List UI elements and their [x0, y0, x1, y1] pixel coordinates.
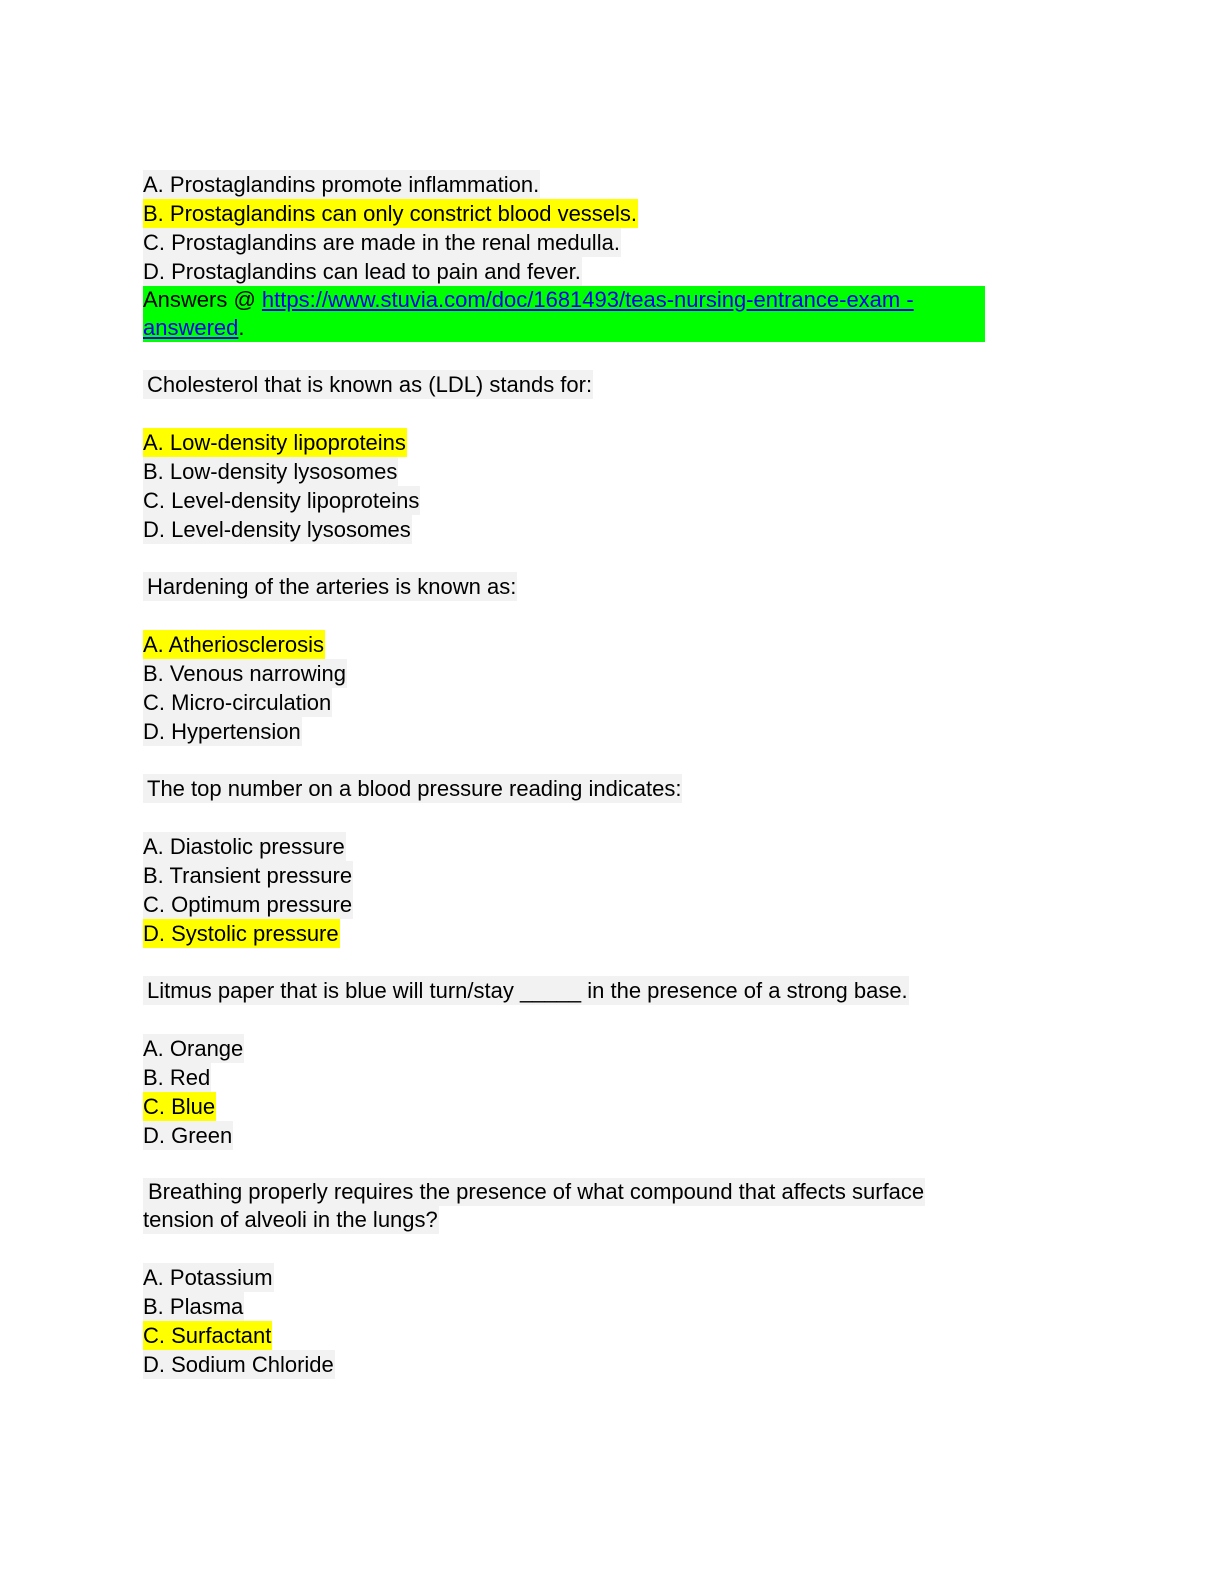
question-text: Litmus paper that is blue will turn/stay _____ in the presence of a strong base.: [143, 976, 909, 1005]
option-line: [143, 1034, 1003, 1063]
question-1: [143, 370, 1003, 399]
option-a: A. Diastolic pressure: [143, 834, 345, 859]
option-d: D. Hypertension: [143, 719, 301, 744]
option-line: [143, 1321, 1003, 1350]
question-text: Cholesterol that is known as (LDL) stands for:: [143, 370, 593, 399]
question-1-options: [143, 428, 1003, 544]
option-b: B. Plasma: [143, 1294, 244, 1319]
option-line: [143, 1092, 1003, 1121]
option-line: [143, 919, 1003, 948]
option-line: [143, 659, 1003, 688]
option-line: [143, 717, 1003, 746]
option-line: [143, 228, 1003, 257]
question-2-options: [143, 630, 1003, 746]
option-a: A. Potassium: [143, 1265, 273, 1290]
question-3: [143, 774, 1003, 803]
option-c: C. Optimum pressure: [143, 892, 353, 917]
option-b-correct: B. Prostaglandins can only constrict blood vessels.: [143, 201, 638, 226]
option-line: [143, 630, 1003, 659]
option-line: [143, 861, 1003, 890]
answers-link-continued[interactable]: answered: [143, 315, 239, 340]
option-a-correct: A. Atheriosclerosis: [143, 632, 324, 657]
option-d-correct: D. Systolic pressure: [143, 921, 339, 946]
option-d: D. Level-density lysosomes: [143, 517, 411, 542]
answers-note: [143, 286, 1003, 342]
option-b: B. Low-density lysosomes: [143, 459, 398, 484]
option-d: D. Prostaglandins can lead to pain and fever.: [143, 259, 581, 284]
option-line: [143, 428, 1003, 457]
option-line: [143, 457, 1003, 486]
question-0-options: [143, 170, 1003, 286]
option-b: B. Venous narrowing: [143, 661, 347, 686]
option-line: [143, 832, 1003, 861]
option-line: [143, 257, 1003, 286]
option-line: [143, 1063, 1003, 1092]
option-c: C. Level-density lipoproteins: [143, 488, 420, 513]
option-line: [143, 688, 1003, 717]
question-4: [143, 976, 1003, 1005]
option-b: B. Red: [143, 1065, 211, 1090]
option-a-correct: A. Low-density lipoproteins: [143, 430, 406, 455]
question-5: [143, 1178, 1003, 1234]
question-text-line-1: Breathing properly requires the presence of what compound that affects surface: [143, 1178, 925, 1206]
answers-highlight: [143, 286, 985, 342]
option-b: B. Transient pressure: [143, 863, 353, 888]
answers-link[interactable]: https://www.stuvia.com/doc/1681493/teas-nursing-entrance-exam -: [261, 287, 914, 312]
question-text: Hardening of the arteries is known as:: [143, 572, 517, 601]
option-line: [143, 515, 1003, 544]
question-5-options: [143, 1263, 1003, 1379]
option-d: D. Green: [143, 1123, 233, 1148]
answers-suffix: .: [238, 315, 245, 340]
option-line: [143, 199, 1003, 228]
option-line: [143, 1121, 1003, 1150]
option-line: [143, 486, 1003, 515]
option-c: C. Micro-circulation: [143, 690, 332, 715]
question-text-line-2: tension of alveoli in the lungs?: [143, 1207, 438, 1232]
option-c: C. Prostaglandins are made in the renal medulla.: [143, 230, 620, 255]
answers-prefix: Answers @: [143, 287, 262, 312]
option-line: [143, 1350, 1003, 1379]
option-line: [143, 170, 1003, 199]
question-3-options: [143, 832, 1003, 948]
question-2: [143, 572, 1003, 601]
option-line: [143, 1263, 1003, 1292]
option-d: D. Sodium Chloride: [143, 1352, 334, 1377]
option-a: A. Orange: [143, 1036, 244, 1061]
question-4-options: [143, 1034, 1003, 1150]
question-text: The top number on a blood pressure reading indicates:: [143, 774, 682, 803]
document-body: [143, 170, 1003, 1379]
option-line: [143, 890, 1003, 919]
option-line: [143, 1292, 1003, 1321]
option-c-correct: C. Surfactant: [143, 1323, 272, 1348]
option-c-correct: C. Blue: [143, 1094, 216, 1119]
option-a: A. Prostaglandins promote inflammation.: [143, 172, 540, 197]
